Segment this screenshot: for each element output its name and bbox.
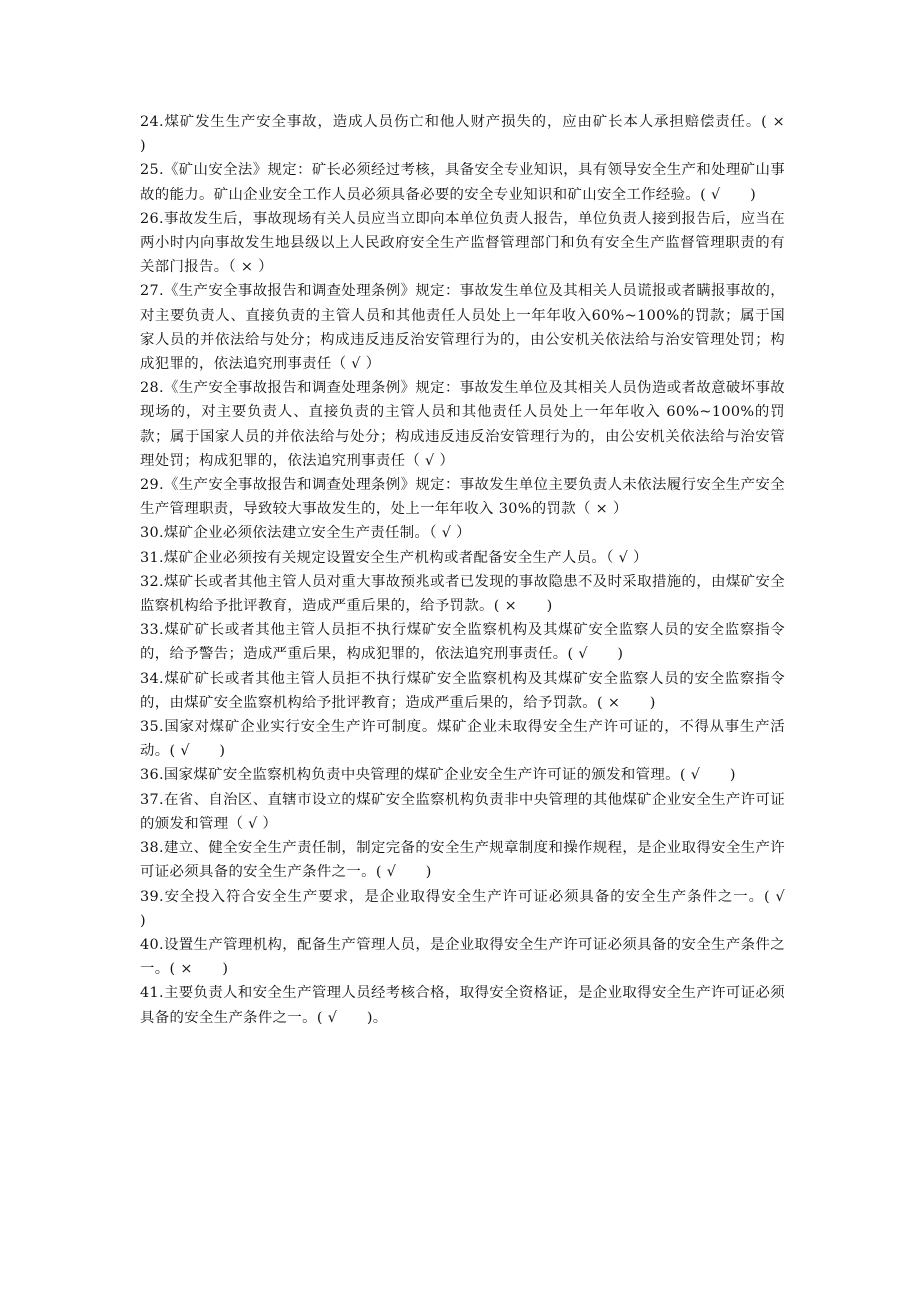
question-item-38: 38.建立、健全安全生产责任制，制定完备的安全生产规章制度和操作规程，是企业取得安全生产许可证必须具备的安全生产条件之一。( √ ) bbox=[140, 840, 785, 881]
question-item-26: 26.事故发生后，事故现场有关人员应当立即向本单位负责人报告，单位负责人接到报告后，应当在两小时内向事故发生地县级以上人民政府安全生产监督管理部门和负有安全生产监督管理职责的有关部门报告。（ × ） bbox=[140, 210, 785, 276]
question-item-31: 31.煤矿企业必须按有关规定设置安全生产机构或者配备安全生产人员。（ √ ） bbox=[140, 549, 648, 566]
question-item-40: 40.设置生产管理机构，配备生产管理人员，是企业取得安全生产许可证必须具备的安全生产条件之一。( × ) bbox=[140, 936, 785, 978]
question-item-32: 32.煤矿长或者其他主管人员对重大事故预兆或者已发现的事故隐患不及时采取措施的，由煤矿安全监察机构给予批评教育，造成严重后果的，给予罚款。( × ) bbox=[140, 573, 785, 615]
question-item-24: 24.煤矿发生生产安全事故，造成人员伤亡和他人财产损失的，应由矿长本人承担赔偿责任。( × ) bbox=[140, 114, 815, 155]
question-item-36: 36.国家煤矿安全监察机构负责中央管理的煤矿企业安全生产许可证的颁发和管理。( √ ) bbox=[140, 767, 736, 784]
question-item-39: 39.安全投入符合安全生产要求，是企业取得安全生产许可证必须具备的安全生产条件之一。( √ ) bbox=[140, 888, 815, 929]
question-item-33: 33.煤矿矿长或者其他主管人员拒不执行煤矿安全监察机构及其煤矿安全监察人员的安全监察指令的，给予警告；造成严重后果，构成犯罪的，依法追究刑事责任。( √ ) bbox=[140, 622, 785, 663]
question-item-25: 25.《矿山安全法》规定：矿长必须经过考核，具备安全专业知识，具有领导安全生产和处理矿山事故的能力。矿山企业安全工作人员必须具备必要的安全专业知识和矿山安全工作经验。( √ ) bbox=[140, 162, 785, 203]
question-item-41: 41.主要负责人和安全生产管理人员经考核合格，取得安全资格证，是企业取得安全生产许可证必须具备的安全生产条件之一。( √ )。 bbox=[140, 985, 785, 1026]
question-item-34: 34.煤矿矿长或者其他主管人员拒不执行煤矿安全监察机构及其煤矿安全监察人员的安全监察指令的，由煤矿安全监察机构给予批评教育；造成严重后果的，给予罚款。( × ) bbox=[140, 670, 785, 711]
question-list bbox=[140, 110, 815, 1030]
question-item-27: 27.《生产安全事故报告和调查处理条例》规定：事故发生单位及其相关人员谎报或者瞒报事故的，对主要负责人、直接负责的主管人员和其他责任人员处上一年年收入60%~100%的罚款；属于国家人员的并依法给与处分；构成违反违反治安管理行为的，由公安机关依法给与治安管理处罚；构成犯罪的，依法追究刑事责任（ √ ） bbox=[140, 283, 785, 373]
question-item-30: 30.煤矿企业必须依法建立安全生产责任制。（ √ ） bbox=[140, 525, 471, 542]
question-item-37: 37.在省、自治区、直辖市设立的煤矿安全监察机构负责非中央管理的其他煤矿企业安全生产许可证的颁发和管理（ √ ） bbox=[140, 791, 785, 832]
question-item-29: 29.《生产安全事故报告和调查处理条例》规定：事故发生单位主要负责人未依法履行安全生产安全生产管理职责，导致较大事故发生的，处上一年年收入 30%的罚款（ × ） bbox=[140, 477, 785, 518]
question-item-35: 35.国家对煤矿企业实行安全生产许可制度。煤矿企业未取得安全生产许可证的，不得从事生产活动。( √ ) bbox=[140, 719, 785, 760]
question-item-28: 28.《生产安全事故报告和调查处理条例》规定：事故发生单位及其相关人员伪造或者故意破坏事故现场的，对主要负责人、直接负责的主管人员和其他责任人员处上一年年收入 60%~100%的罚款；属于国家人员的并依法给与处分；构成违反违反治安管理行为的，由公安机关依法给与治安管理处罚；构成犯罪的，依法追究刑事责任（ √ ） bbox=[140, 380, 785, 469]
